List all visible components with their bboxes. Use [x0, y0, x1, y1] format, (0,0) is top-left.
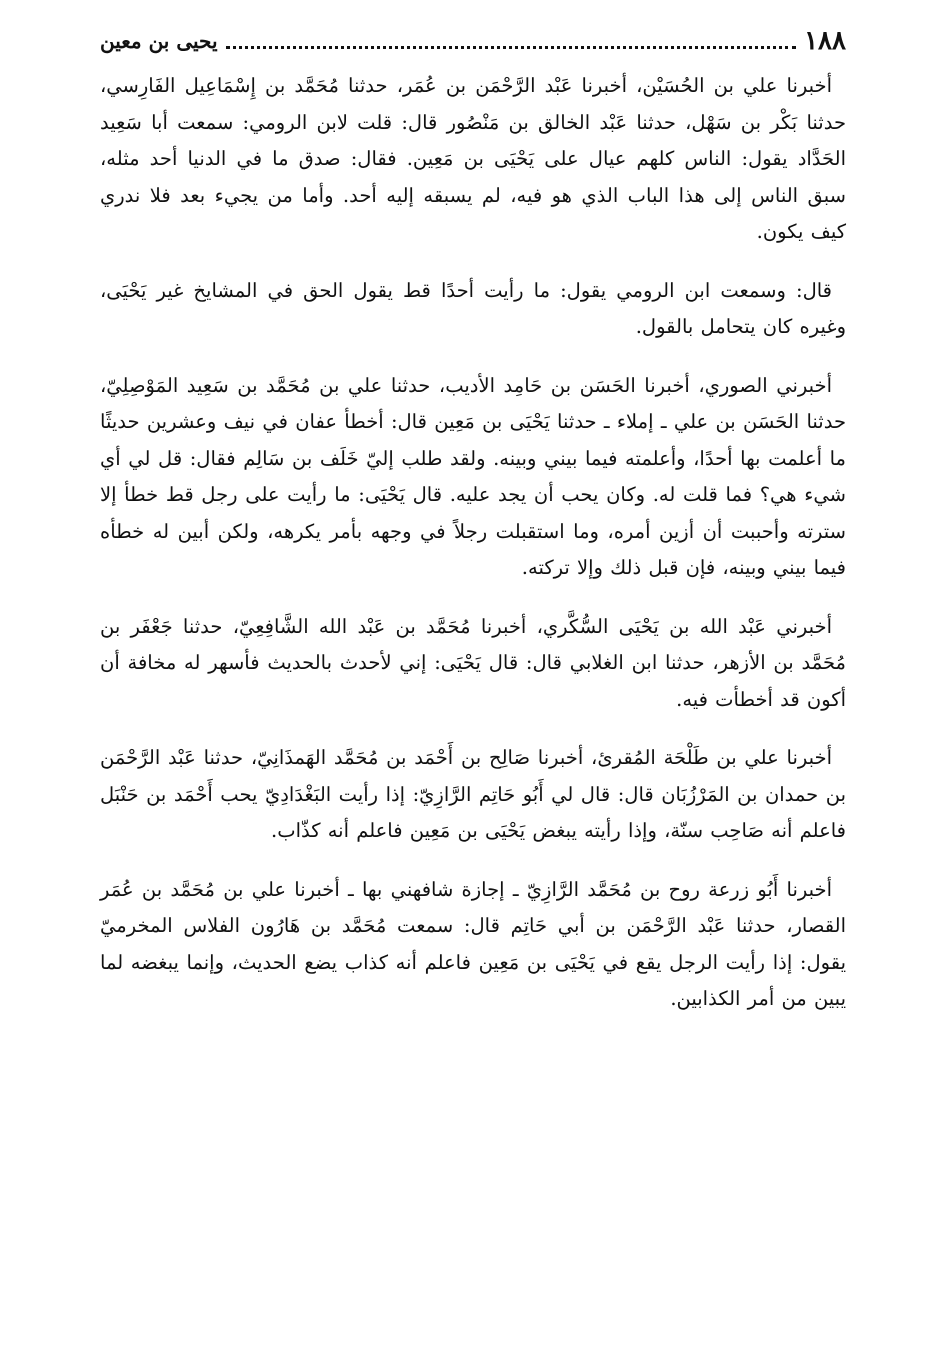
- paragraph-1: أخبرنا علي بن الحُسَيْن، أخبرنا عَبْد الرَّحْمَن بن عُمَر، حدثنا مُحَمَّد بن إِسْمَاعِيل الفَارِسي، حدثنا بَكْر بن سَهْل، حدثنا عَبْد الخالق بن مَنْصُور قال: قلت لابن الرومي: سمعت أبا سَعِيد الحَدَّاد يقول: الناس كلهم عيال على يَحْيَى بن مَعِين. فقال: صدق ما في الدنيا أحد مثله، سبق الناس إلى هذا الباب الذي هو فيه، لم يسبقه إليه أحد. وأما من يجيء بعد فلا ندري كيف يكون.: [100, 74, 846, 243]
- running-header: [100, 20, 846, 62]
- body-text: [100, 68, 846, 1018]
- running-title: يحيى بن معين: [100, 29, 218, 53]
- paragraph-4: أخبرني عَبْد الله بن يَحْيَى السُّكَّري، أخبرنا مُحَمَّد بن عَبْد الله الشَّافِعِيّ، حدثنا جَعْفَر بن مُحَمَّد بن الأزهر، حدثنا ابن الغلابي قال: قال يَحْيَى: إني لأحدث بالحديث فأسهر له مخافة أن أكون قد أخطأت فيه.: [100, 614, 846, 711]
- book-page: [100, 20, 846, 1040]
- paragraph-2: قال: وسمعت ابن الرومي يقول: ما رأيت أحدًا قط يقول الحق في المشايخ غير يَحْيَى، وغيره كان يتحامل بالقول.: [100, 278, 846, 338]
- page-number: ١٨٨: [804, 26, 846, 56]
- dotted-leader: [226, 34, 797, 49]
- paragraph-6: أخبرنا أَبُو زرعة روح بن مُحَمَّد الرَّازِيّ ـ إجازة شافهني بها ـ أخبرنا علي بن مُحَمَّد بن عُمَر القصار، حدثنا عَبْد الرَّحْمَن بن أبي حَاتِم قال: سمعت مُحَمَّد بن هَارُون الفلاس المخرميّ يقول: إذا رأيت الرجل يقع في يَحْيَى بن مَعِين فاعلم أنه كذاب يضع الحديث، وإنما يبغضه لما يبين من أمر الكذابين.: [100, 877, 846, 1010]
- paragraph-3: أخبرني الصوري، أخبرنا الحَسَن بن حَامِد الأديب، حدثنا علي بن مُحَمَّد بن سَعِيد المَوْصِلِيّ، حدثنا الحَسَن بن علي ـ إملاء ـ حدثنا يَحْيَى بن مَعِين قال: أخطأ عفان في نيف وعشرين حديثًا ما أعلمت بها أحدًا، وأعلمته فيما بيني وبينه. ولقد طلب إليّ خَلَف بن سَالِم فقال: قل لي أي شيء هي؟ فما قلت له. وكان يحب أن يجد عليه. قال يَحْيَى: ما رأيت على رجل قط خطأ إلا سترته وأحببت أن أزين أمره، وما استقبلت رجلاً في وجهه بأمر يكرهه، ولكن أبين له خطأه فيما بيني وبينه، فإن قبل ذلك وإلا تركته.: [100, 373, 846, 579]
- paragraph-5: أخبرنا علي بن طَلْحَة المُقرئ، أخبرنا صَالِح بن أَحْمَد بن مُحَمَّد الهَمذَانِيّ، حدثنا عَبْد الرَّحْمَن بن حمدان بن المَرْزُبَان قال: قال لي أَبُو حَاتِم الرَّازِيّ: إذا رأيت البَغْدَادِيّ يحب أَحْمَد بن حَنْبَل فاعلم أنه صَاحِب سنّة، وإذا رأيته يبغض يَحْيَى بن مَعِين فاعلم أنه كذّاب.: [100, 746, 846, 842]
